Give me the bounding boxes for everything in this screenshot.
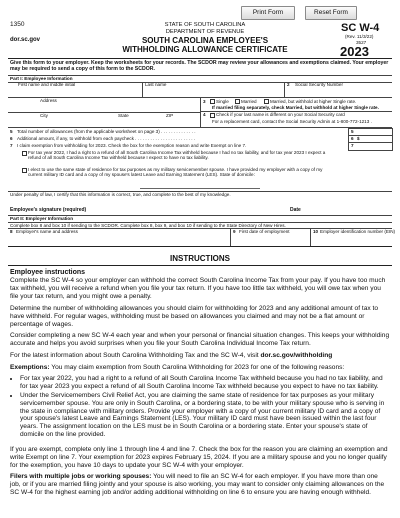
agency-dept: DEPARTMENT OF REVENUE — [165, 28, 245, 35]
ssn-label: Social Security Number — [295, 82, 343, 87]
line6-label: Additional amount, if any, to withhold from each paycheck . . . . . . . . . . . . . . . . . . . . . . . . — [17, 136, 196, 141]
last-name-input[interactable] — [145, 88, 281, 96]
ein-input[interactable] — [320, 236, 390, 245]
domicile-line — [140, 188, 260, 189]
exemption-reason-1: • For tax year 2022, you had a right to a refund of all South Carolina Income Tax withheld because you had no tax liability, and for tax year 2023 you expect a refund of all South Carolina Income Tax withheld because you expect to have no tax liability. — [20, 375, 390, 391]
married-checkbox[interactable] — [235, 99, 240, 104]
line7-input[interactable] — [348, 142, 393, 151]
instr-paragraph-1: Complete the SC W-4 so your employer can withhold the correct South Carolina Income Tax from your pay. If you have too much tax withheld, you will receive a refund when you file your tax return. If you have too little tax withheld, you will owe tax when you file your tax return, and you might owe a penalty. — [10, 277, 386, 300]
line7a-checkbox[interactable] — [22, 151, 27, 156]
exemptions-paragraph — [10, 364, 390, 372]
multiple-jobs-text: You will need to file an SC W-4 for each employer. If you have more than one job, or if you are married filing jointly and your spouse is also working, you may want to consider only claiming allowances on the SC W-4 for the highest earning job and/or adding additional withholding on line 6 to ensure you are having enough withheld. — [10, 473, 385, 496]
box10-label: Employer identification number (EIN) — [320, 229, 396, 234]
instr-paragraph-4 — [10, 352, 390, 360]
form-year: 2023 — [340, 44, 369, 59]
part1-title: Part I: Employee Information — [10, 76, 73, 81]
reset-form-button[interactable]: Reset Form — [305, 6, 357, 20]
instr-paragraph-5: If you are exempt, complete only line 1 through line 4 and line 7. Check the box for the reason you are claiming an exemption and write Exempt on line 7. Your exemption for 2023 expires February 15, 2024. If you are a military spouse and you no longer qualify for the exemption, you have 10 days to update your SC W-4 with your employer. — [10, 446, 388, 469]
ssn-num: 2 — [287, 82, 290, 87]
line5-num: 5 — [10, 129, 13, 134]
exemptions-heading: Exemptions: — [10, 364, 50, 371]
box9-num: 9 — [233, 229, 236, 234]
line7-num: 7 — [10, 143, 13, 148]
line5-box-num: 5 — [351, 128, 354, 134]
line7b-text: I elect to use the same state of residence for tax purposes as my military servicemember spouse. I have provided my employer with a copy of my current military ID card and a copy of my spouse's latest Leave and Earning Statement (LES). State of domicile: — [28, 166, 323, 177]
multiple-jobs-heading: Filers with multiple jobs or working spouses: — [10, 473, 152, 480]
single-label: Single — [216, 98, 229, 104]
print-form-button[interactable]: Print Form — [241, 6, 295, 20]
form-title-line2: WITHHOLDING ALLOWANCE CERTIFICATE — [122, 45, 288, 54]
line7-label: I claim exemption from withholding for 2023. Check the box for the exemption reason and write Exempt on line 7. — [17, 143, 247, 148]
name-differs-checkbox[interactable] — [210, 113, 215, 118]
first-name-label: First name and middle initial — [18, 82, 76, 87]
signature-input[interactable] — [10, 198, 280, 207]
exemptions-list — [10, 375, 390, 440]
name-differs-num: 4 — [203, 112, 206, 117]
line6-dollar: $ — [357, 135, 360, 141]
line7-box-num: 7 — [351, 142, 354, 148]
line6-box-num: 6 — [351, 135, 354, 141]
form-revision: (Rev. 11/3/22) — [345, 34, 374, 39]
replacement-note: For a replacement card, contact the Social Security Admin at 1-800-772-1213 . — [212, 119, 372, 124]
instructions-heading: INSTRUCTIONS — [170, 254, 230, 263]
zip-label: ZIP — [166, 113, 174, 118]
name-differs-label: Check if your last name is different on your Social Security card — [216, 112, 345, 117]
exemptions-text: You may claim exemption from South Carolina Withholding for 2023 for one of the following reasons: — [49, 364, 345, 371]
single-checkbox[interactable] — [210, 99, 215, 104]
perjury-statement: Under penalty of law, I certify that this information is correct, true, and complete to the best of my knowledge. — [10, 192, 231, 197]
multiple-jobs-paragraph — [10, 473, 390, 496]
status-num: 3 — [203, 98, 206, 104]
state-label: State — [118, 113, 129, 118]
line5-label: Total number of allowances (from the applicable worksheet on page 3) . . . . . . . . . . . . . . — [17, 129, 196, 134]
withholding-link[interactable]: dor.sc.gov/withholding — [260, 352, 333, 359]
first-name-input[interactable] — [18, 88, 138, 96]
box10-num: 10 — [313, 229, 319, 234]
box8-num: 8 — [10, 229, 13, 234]
date-label: Date — [290, 207, 301, 213]
address-label: Address — [40, 98, 57, 103]
top-instructions: Give this form to your employer. Keep the worksheets for your records. The SCDOR may review your allowances and exemptions claimed. Your employer may be required to send a copy of this form to the SCDOR. — [10, 60, 389, 73]
last-name-label: Last name — [145, 82, 167, 87]
form-number: 1350 — [10, 21, 25, 28]
married-higher-label: Married, but withhold at higher Single rate. — [270, 98, 357, 104]
box9-label: First date of employment — [239, 229, 290, 234]
date-input[interactable] — [290, 198, 390, 207]
form-title-line1: SOUTH CAROLINA EMPLOYEE'S — [141, 36, 269, 45]
instr-paragraph-3: Consider completing a new SC W-4 each year and when your personal or financial situation changes. This keeps your withholding accurate and helps you avoid surprises when you file your South Carolina Individual Income Tax return. — [10, 332, 390, 347]
site-url: dor.sc.gov — [10, 37, 41, 43]
form-code: 3527 — [356, 40, 367, 45]
employee-instructions-heading: Employee instructions — [10, 269, 86, 276]
address-input[interactable] — [18, 104, 196, 112]
box8-label: Employer's name and address — [16, 229, 78, 234]
employer-name-input[interactable] — [16, 236, 226, 245]
instr-paragraph-2: Determine the number of withholding allowances you should claim for withholding for 2023 and any additional amount of tax to have withheld. For regular wages, withholding must be based on allowances you claimed and may not be a flat amount or percentage of wages. — [10, 305, 379, 328]
ssn-input[interactable] — [295, 88, 389, 96]
married-higher-checkbox[interactable] — [264, 99, 269, 104]
line6-num: 6 — [10, 136, 13, 141]
form-name: SC W-4 — [341, 22, 380, 34]
signature-label: Employee's signature (required) — [10, 207, 87, 213]
agency-state: STATE OF SOUTH CAROLINA — [164, 22, 246, 28]
part2-note: Complete box 8 and box 10 if sending to the SCDOR. Complete box 8, box 9, and box 10 if sending to the State Directory of New Hires. — [10, 222, 286, 228]
married-label: Married — [241, 98, 257, 104]
line7a-text: For tax year 2022, I had a right to a refund of all South Carolina Income Tax withheld because I had no tax liability, and for tax year 2023 I expect a refund of all South Carolina Income Tax withheld because I expect to have no tax liability. — [28, 149, 326, 160]
status-note: If married filing separately, check Married, but withhold at higher Single rate. — [212, 105, 379, 110]
instr-p4-text: For the latest information about South Carolina Withholding Tax and the SC W-4, visit — [10, 352, 261, 359]
exemption-reason-2: • Under the Servicemembers Civil Relief Act, you are claiming the same state of residence for tax purposes as your military servicemember spouse. You are only in South Carolina, or a bordering state, to be with your military spouse who is serving in the state in compliance with military orders. Provide your employer with a copy of your current military ID card and a copy of your spouse's latest Leave and Earnings Statement (LES). Your military ID card must have been issued within the last four years. The assignment location on the LES must be in South Carolina or a bordering state. Enter your spouse's state of domicile on the line provided. — [20, 392, 390, 439]
part2-title: Part II: Employer Information — [10, 216, 74, 221]
first-date-input[interactable] — [239, 236, 307, 245]
city-label: City — [40, 113, 48, 118]
line7b-checkbox[interactable] — [22, 168, 27, 173]
